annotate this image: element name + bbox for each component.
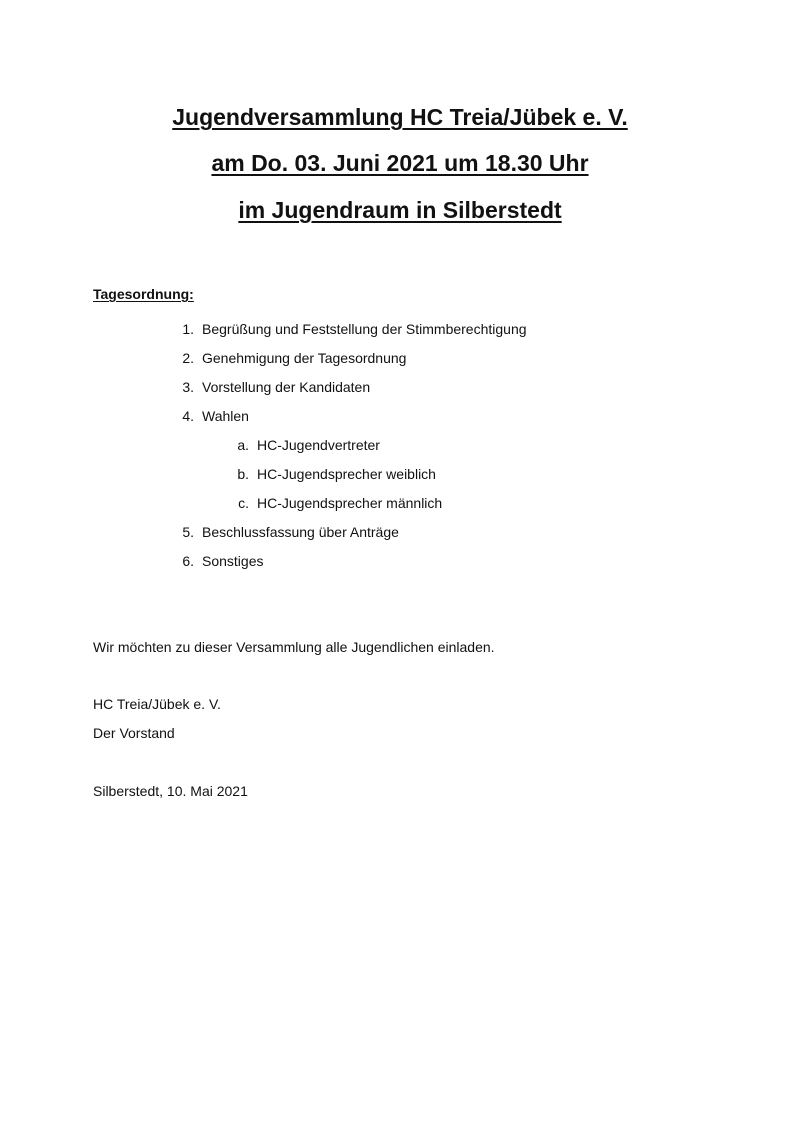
agenda-subitem-b	[227, 466, 436, 482]
agenda-item-text: Wahlen	[202, 408, 249, 424]
agenda-item-2	[172, 350, 406, 366]
agenda-item-5	[172, 524, 399, 540]
agenda-item-text: HC-Jugendsprecher männlich	[257, 495, 443, 511]
agenda-subitem-c	[227, 495, 442, 511]
agenda-item-number: b.	[237, 466, 249, 482]
agenda-item-number: 1.	[182, 321, 194, 337]
agenda-item-6	[172, 553, 263, 569]
agenda-item-text: Vorstellung der Kandidaten	[202, 379, 371, 395]
agenda-item-number: 2.	[182, 350, 194, 366]
agenda-item-text: Begrüßung und Feststellung der Stimmberechtigung	[202, 321, 527, 337]
agenda-item-number: 4.	[182, 408, 194, 424]
agenda-item-3	[172, 379, 370, 395]
place-and-date: Silberstedt, 10. Mai 2021	[93, 783, 248, 799]
agenda-item-number: 3.	[182, 379, 194, 395]
signature-organization: HC Treia/Jübek e. V.	[93, 696, 221, 712]
title-line-3: im Jugendraum in Silberstedt	[238, 197, 562, 223]
agenda-item-number: 6.	[182, 553, 194, 569]
title-line-2: am Do. 03. Juni 2021 um 18.30 Uhr	[211, 150, 589, 176]
agenda-heading: Tagesordnung:	[93, 286, 194, 302]
agenda-item-number: 5.	[182, 524, 194, 540]
agenda-subitem-a	[227, 437, 380, 453]
agenda-item-text: Beschlussfassung über Anträge	[202, 524, 399, 540]
agenda-item-text: Sonstiges	[202, 553, 264, 569]
agenda-item-1	[172, 321, 527, 337]
invitation-text: Wir möchten zu dieser Versammlung alle Jugendlichen einladen.	[93, 639, 495, 655]
agenda-item-text: HC-Jugendvertreter	[257, 437, 380, 453]
signature-board: Der Vorstand	[93, 725, 175, 741]
agenda-item-text: Genehmigung der Tagesordnung	[202, 350, 407, 366]
agenda-item-number: a.	[237, 437, 249, 453]
agenda-item-4	[172, 408, 249, 424]
title-line-1: Jugendversammlung HC Treia/Jübek e. V.	[172, 104, 628, 130]
agenda-item-text: HC-Jugendsprecher weiblich	[257, 466, 436, 482]
agenda-item-number: c.	[238, 495, 249, 511]
